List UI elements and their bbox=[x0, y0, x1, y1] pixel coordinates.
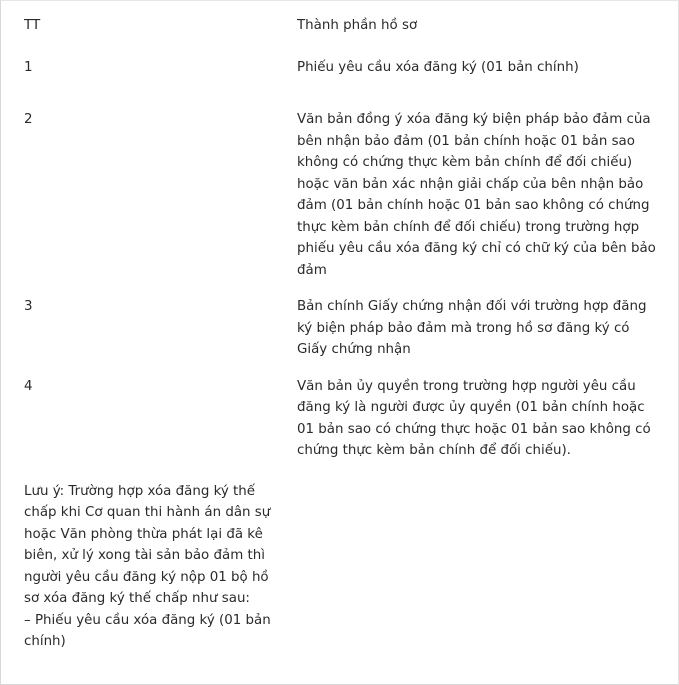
row-number: 4 bbox=[24, 378, 33, 394]
table-row bbox=[0, 51, 679, 99]
header-components: Thành phần hồ sơ bbox=[297, 18, 418, 33]
table-row bbox=[0, 99, 679, 281]
note-text: Lưu ý: Trường hợp xóa đăng ký thế chấp khi Cơ quan thi hành án dân sự hoặc Văn phòng thừa phát lại đã kê biên, xử lý xong tài sản bảo đảm thì người yêu cầu đăng ký nộp 01 bộ hồ sơ xóa đăng ký thế chấp như sau: – Phiếu yêu cầu xóa đăng ký (01 bản chính) bbox=[24, 483, 271, 649]
row-number: 3 bbox=[24, 299, 33, 314]
note-row bbox=[0, 462, 679, 653]
row-number: 2 bbox=[24, 112, 33, 127]
table-row bbox=[0, 361, 679, 462]
note-empty-cell bbox=[297, 462, 679, 653]
row-text: Văn bản đồng ý xóa đăng ký biện pháp bảo đảm của bên nhận bảo đảm (01 bản chính hoặc 01 bản sao không có chứng thực kèm bản chính để đối chiếu) hoặc văn bản xác nhận giải chấp của bên nhận bảo đảm (01 bản chính hoặc 01 bản sao không có chứng thực kèm bản chính để đối chiếu) trong trường hợp phiếu yêu cầu xóa đăng ký chỉ có chữ ký của bên bảo đảm bbox=[297, 112, 656, 278]
row-text: Văn bản ủy quyền trong trường hợp người yêu cầu đăng ký là người được ủy quyền (01 bản chính hoặc 01 bản sao có chứng thực hoặc 01 bản sao không có chứng thực kèm bản chính để đối chiếu). bbox=[297, 378, 651, 458]
table-header-row bbox=[0, 0, 679, 51]
row-text: Phiếu yêu cầu xóa đăng ký (01 bản chính) bbox=[297, 60, 579, 75]
table-row bbox=[0, 281, 679, 361]
row-number: 1 bbox=[24, 60, 33, 75]
header-tt: TT bbox=[24, 18, 41, 33]
row-text: Bản chính Giấy chứng nhận đối với trường hợp đăng ký biện pháp bảo đảm mà trong hồ sơ đăng ký có Giấy chứng nhận bbox=[297, 299, 647, 357]
